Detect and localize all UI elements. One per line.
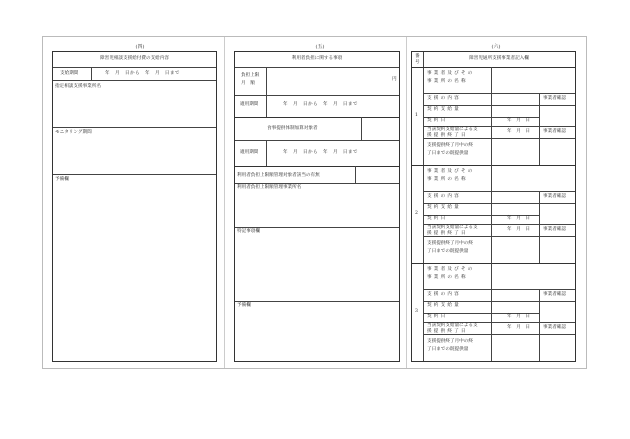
monitoring-label: モニタリング期間 <box>55 130 92 135</box>
mgmt-office-label: 利用者負担上限額管理事業所名 <box>237 185 302 190</box>
middle-form-frame <box>234 51 400 362</box>
middle-notes-label: 予備欄 <box>237 303 251 308</box>
provider-label: 指定相談支援事業所名 <box>55 84 101 89</box>
end-date-label-1: 当該契約支給量による支 <box>427 127 478 132</box>
meal-label: 食事提供体制加算対象者 <box>267 126 318 131</box>
end-date-label-2: 援提供終了日 <box>427 133 468 138</box>
special-label: 特記事項欄 <box>237 229 260 234</box>
provider-name-label-2: 事業所の名称 <box>427 177 468 182</box>
end-date-label-2: 援提供終了日 <box>427 231 468 236</box>
block-number: 2 <box>415 211 418 216</box>
confirm-label: 事業者確認 <box>543 194 566 199</box>
provider-name-label-1: 事業者及びその <box>427 71 475 76</box>
col-no-label-1: 番 <box>415 54 420 59</box>
end-date-label-1: 当該契約支給量による支 <box>427 225 478 230</box>
confirm-label: 事業者確認 <box>543 129 566 134</box>
end-date-value: 年 月 日 <box>507 227 530 232</box>
panel-divider <box>224 37 225 368</box>
end-date-value: 年 月 日 <box>507 129 530 134</box>
contract-date-value: 年 月 日 <box>507 216 530 221</box>
cap-label-2: 月 額 <box>241 81 255 86</box>
cap-label-1: 負担上限 <box>241 73 260 78</box>
contract-date-label: 契約日 <box>427 216 448 221</box>
apply2-text: 年 月 日から 年 月 日まで <box>283 150 358 155</box>
left-form-frame <box>52 51 217 362</box>
used-amount-label-1: 支援提供終了月中の終 <box>427 339 473 344</box>
left-title: 障害児相談支援給付費の支給内容 <box>100 56 169 61</box>
contract-amount-label: 契約支給量 <box>427 205 461 210</box>
contract-date-label: 契約日 <box>427 118 448 123</box>
col-no-label-2: 号 <box>415 60 420 65</box>
provider-name-label-1: 事業者及びその <box>427 169 475 174</box>
provider-name-label-2: 事業所の名称 <box>427 275 468 280</box>
contract-amount-label: 契約支給量 <box>427 303 461 308</box>
panel-label-right: (六) <box>491 44 501 50</box>
end-date-label-1: 当該契約支給量による支 <box>427 323 478 328</box>
contract-date-label: 契約日 <box>427 314 448 319</box>
used-amount-label-2: 了日までの既提供量 <box>427 347 469 352</box>
panel-label-left: (四) <box>135 44 145 50</box>
block-number: 1 <box>415 113 418 118</box>
apply-text: 年 月 日から 年 月 日まで <box>283 102 358 107</box>
used-amount-label-1: 支援提供終了月中の終 <box>427 241 473 246</box>
confirm-label: 事業者確認 <box>543 292 566 297</box>
right-form-frame <box>411 51 576 362</box>
right-title: 障害児通所支援事業者記入欄 <box>469 56 529 61</box>
service-label: 支援の内容 <box>427 292 461 297</box>
used-amount-label-2: 了日までの既提供量 <box>427 151 469 156</box>
confirm-label: 事業者確認 <box>543 227 566 232</box>
used-amount-label-1: 支援提供終了月中の終 <box>427 143 473 148</box>
used-amount-label-2: 了日までの既提供量 <box>427 249 469 254</box>
panel-divider <box>406 37 407 368</box>
left-notes-label: 予備欄 <box>55 177 69 182</box>
middle-title: 利用者負担に関する事項 <box>291 56 343 61</box>
period-text: 年 月 日から 年 月 日まで <box>105 71 180 76</box>
confirm-label: 事業者確認 <box>543 325 566 330</box>
service-label: 支援の内容 <box>427 96 461 101</box>
cap-unit: 円 <box>392 77 397 82</box>
end-date-label-2: 援提供終了日 <box>427 329 468 334</box>
contract-date-value: 年 月 日 <box>507 314 530 319</box>
service-label: 支援の内容 <box>427 194 461 199</box>
block-number: 3 <box>415 309 418 314</box>
mgmt-flag-label: 利用者負担上限額管理対象者該当の有無 <box>237 173 320 178</box>
provider-name-label-2: 事業所の名称 <box>427 79 468 84</box>
contract-date-value: 年 月 日 <box>507 118 530 123</box>
confirm-label: 事業者確認 <box>543 96 566 101</box>
apply-label: 適用期間 <box>240 102 259 107</box>
end-date-value: 年 月 日 <box>507 325 530 330</box>
apply2-label: 適用期間 <box>240 150 259 155</box>
panel-label-middle: (五) <box>315 44 325 50</box>
period-label: 支給期間 <box>60 71 79 76</box>
provider-name-label-1: 事業者及びその <box>427 267 475 272</box>
contract-amount-label: 契約支給量 <box>427 107 461 112</box>
